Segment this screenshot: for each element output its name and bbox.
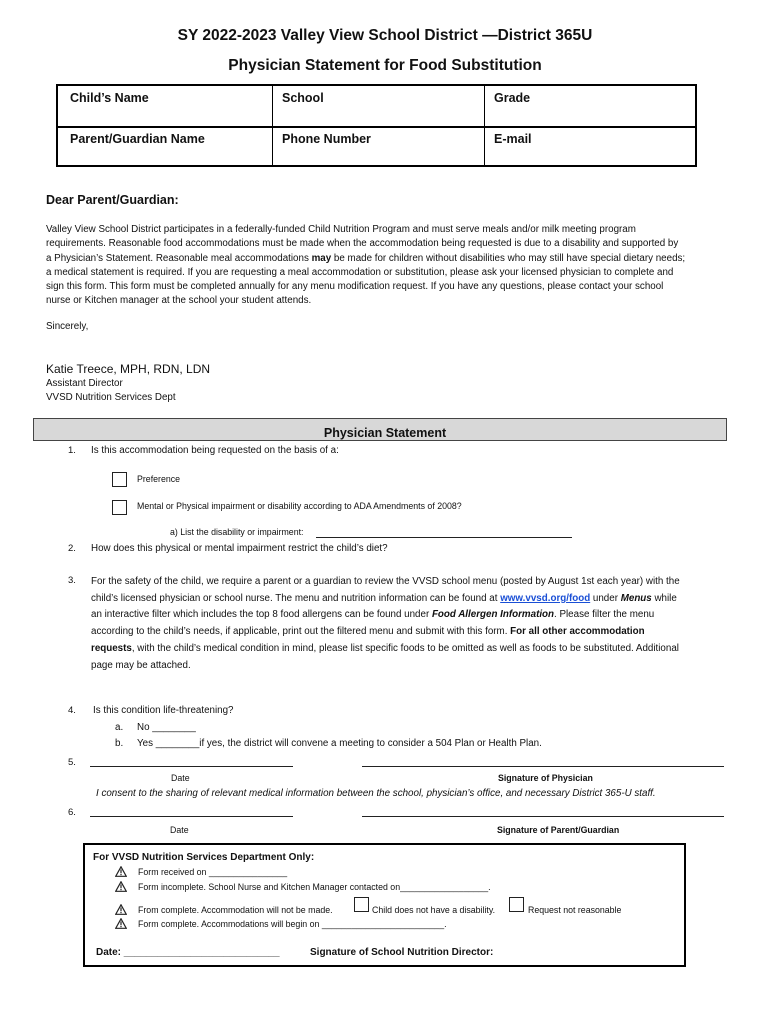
letter-line: requirements. Reasonable food accommodations must be made when the accommodation being requested is due to a disability and supported by [46,238,679,250]
form-incomplete: Form incomplete. School Nurse and Kitchen Manager contacted on__________________. [138,882,491,892]
not-reasonable-label: Request not reasonable [528,905,622,915]
q3-line: child’s licensed physician or school nurse. The menu and nutrition information can be found at www.vvsd.org/food under Menus while [91,592,677,604]
q4a-label: a. [115,722,124,733]
school-field[interactable]: School [282,91,324,105]
q3-text [91,574,731,674]
physician-date-label: Date [171,773,190,783]
preference-checkbox[interactable] [112,472,127,487]
warning-icon [115,904,127,915]
no-disability-checkbox[interactable] [354,897,369,912]
q3-line: an interactive filter which includes the top 8 food allergens can be found under Food Allergen Information. Please filter the menu [91,609,655,621]
q3-line: according to the child’s needs, if applicable, print out the filtered menu and submit with this form. For all other accommodation [91,626,645,638]
parent-name-field[interactable]: Parent/Guardian Name [70,132,205,146]
warning-icon [115,866,127,877]
physician-signature-line[interactable] [362,766,724,767]
letter-line: nurse or Kitchen manager at the school your student attends. [46,295,312,307]
signer-role: Assistant Director [46,378,123,389]
letter-body [46,223,736,309]
phone-field[interactable]: Phone Number [282,132,371,146]
q4a-no-option[interactable]: No ________ [137,722,196,733]
no-disability-label: Child does not have a disability. [372,905,496,915]
parent-date-line[interactable] [90,816,293,817]
warning-icon [115,918,127,929]
q4-text: Is this condition life-threatening? [93,705,234,716]
greeting: Dear Parent/Guardian: [46,193,179,207]
letter-line: a Physician’s Statement. Reasonable meal accommodations may be made for children without disabilities who may still have special dietary needs; [46,252,686,264]
physician-signature-label: Signature of Physician [498,773,593,783]
q3-line: page may be attached. [91,659,191,671]
childs-name-field[interactable]: Child’s Name [70,91,149,105]
disability-input-line[interactable] [316,537,572,538]
q1-number: 1. [68,445,76,456]
impairment-label: Mental or Physical impairment or disability according to ADA Amendments of 2008? [137,501,462,511]
q4-number: 4. [68,705,76,716]
signer-dept: VVSD Nutrition Services Dept [46,392,176,403]
email-field[interactable]: E-mail [494,132,532,146]
consent-statement: I consent to the sharing of relevant medical information between the school, physician’s office, and necessary District 365-U staff. [96,788,656,799]
q3-number: 3. [68,575,76,586]
physician-date-line[interactable] [90,766,293,767]
grade-field[interactable]: Grade [494,91,531,105]
form-received: Form received on ________________ [138,867,288,877]
preference-label: Preference [137,474,181,484]
accommodation-begin: Form complete. Accommodations will begin on _________________________. [138,919,447,929]
letter-line: Valley View School District participates in a federally-funded Child Nutrition Program and must serve meals and/or milk meeting program [46,224,636,235]
menu-link[interactable]: www.vvsd.org/food [500,592,591,604]
warning-icon [115,881,127,892]
q4b-label: b. [115,738,124,749]
signer-name: Katie Treece, MPH, RDN, LDN [46,362,211,376]
not-reasonable-checkbox[interactable] [509,897,524,912]
q5-number: 5. [68,757,76,768]
closing: Sincerely, [46,321,89,332]
parent-date-label: Date [170,825,189,835]
letter-line: a medical statement is required. If you are requesting a meal accommodation or substitution, please ask your licensed physician to complete and [46,266,674,278]
student-info-table [56,84,697,167]
section-heading: Physician Statement [323,426,447,440]
form-title: Physician Statement for Food Substitution [228,57,542,74]
district-title: SY 2022-2023 Valley View School District —District 365U [177,27,593,44]
q2-text: How does this physical or mental impairment restrict the child’s diet? [91,543,388,554]
letter-line: sign this form. This form must be completed annually for any menu modification request. If you have any questions, please contact your school [46,281,664,293]
q4b-yes-option[interactable]: Yes ________if yes, the district will convene a meeting to consider a 504 Plan or Health Plan. [137,738,542,749]
director-date[interactable]: Date: ____________________________ [96,947,280,958]
q2-number: 2. [68,543,76,554]
office-use-heading: For VVSD Nutrition Services Department Only: [93,852,315,863]
list-disability-label: a) List the disability or impairment: [170,527,304,537]
q3-line: requests, with the child’s medical condition in mind, please list specific foods to be omitted as well as foods to be substituted. Additional [91,642,679,654]
q3-line: For the safety of the child, we require a parent or a guardian to review the VVSD school menu (posted by August 1st each year) with the [91,576,680,587]
director-signature-label: Signature of School Nutrition Director: [310,947,494,958]
impairment-checkbox[interactable] [112,500,127,515]
q1-text: Is this accommodation being requested on the basis of a: [91,445,339,456]
parent-signature-label: Signature of Parent/Guardian [497,825,620,835]
accommodation-not-made: From complete. Accommodation will not be made. [138,905,333,915]
parent-signature-line[interactable] [362,816,724,817]
q6-number: 6. [68,807,76,818]
